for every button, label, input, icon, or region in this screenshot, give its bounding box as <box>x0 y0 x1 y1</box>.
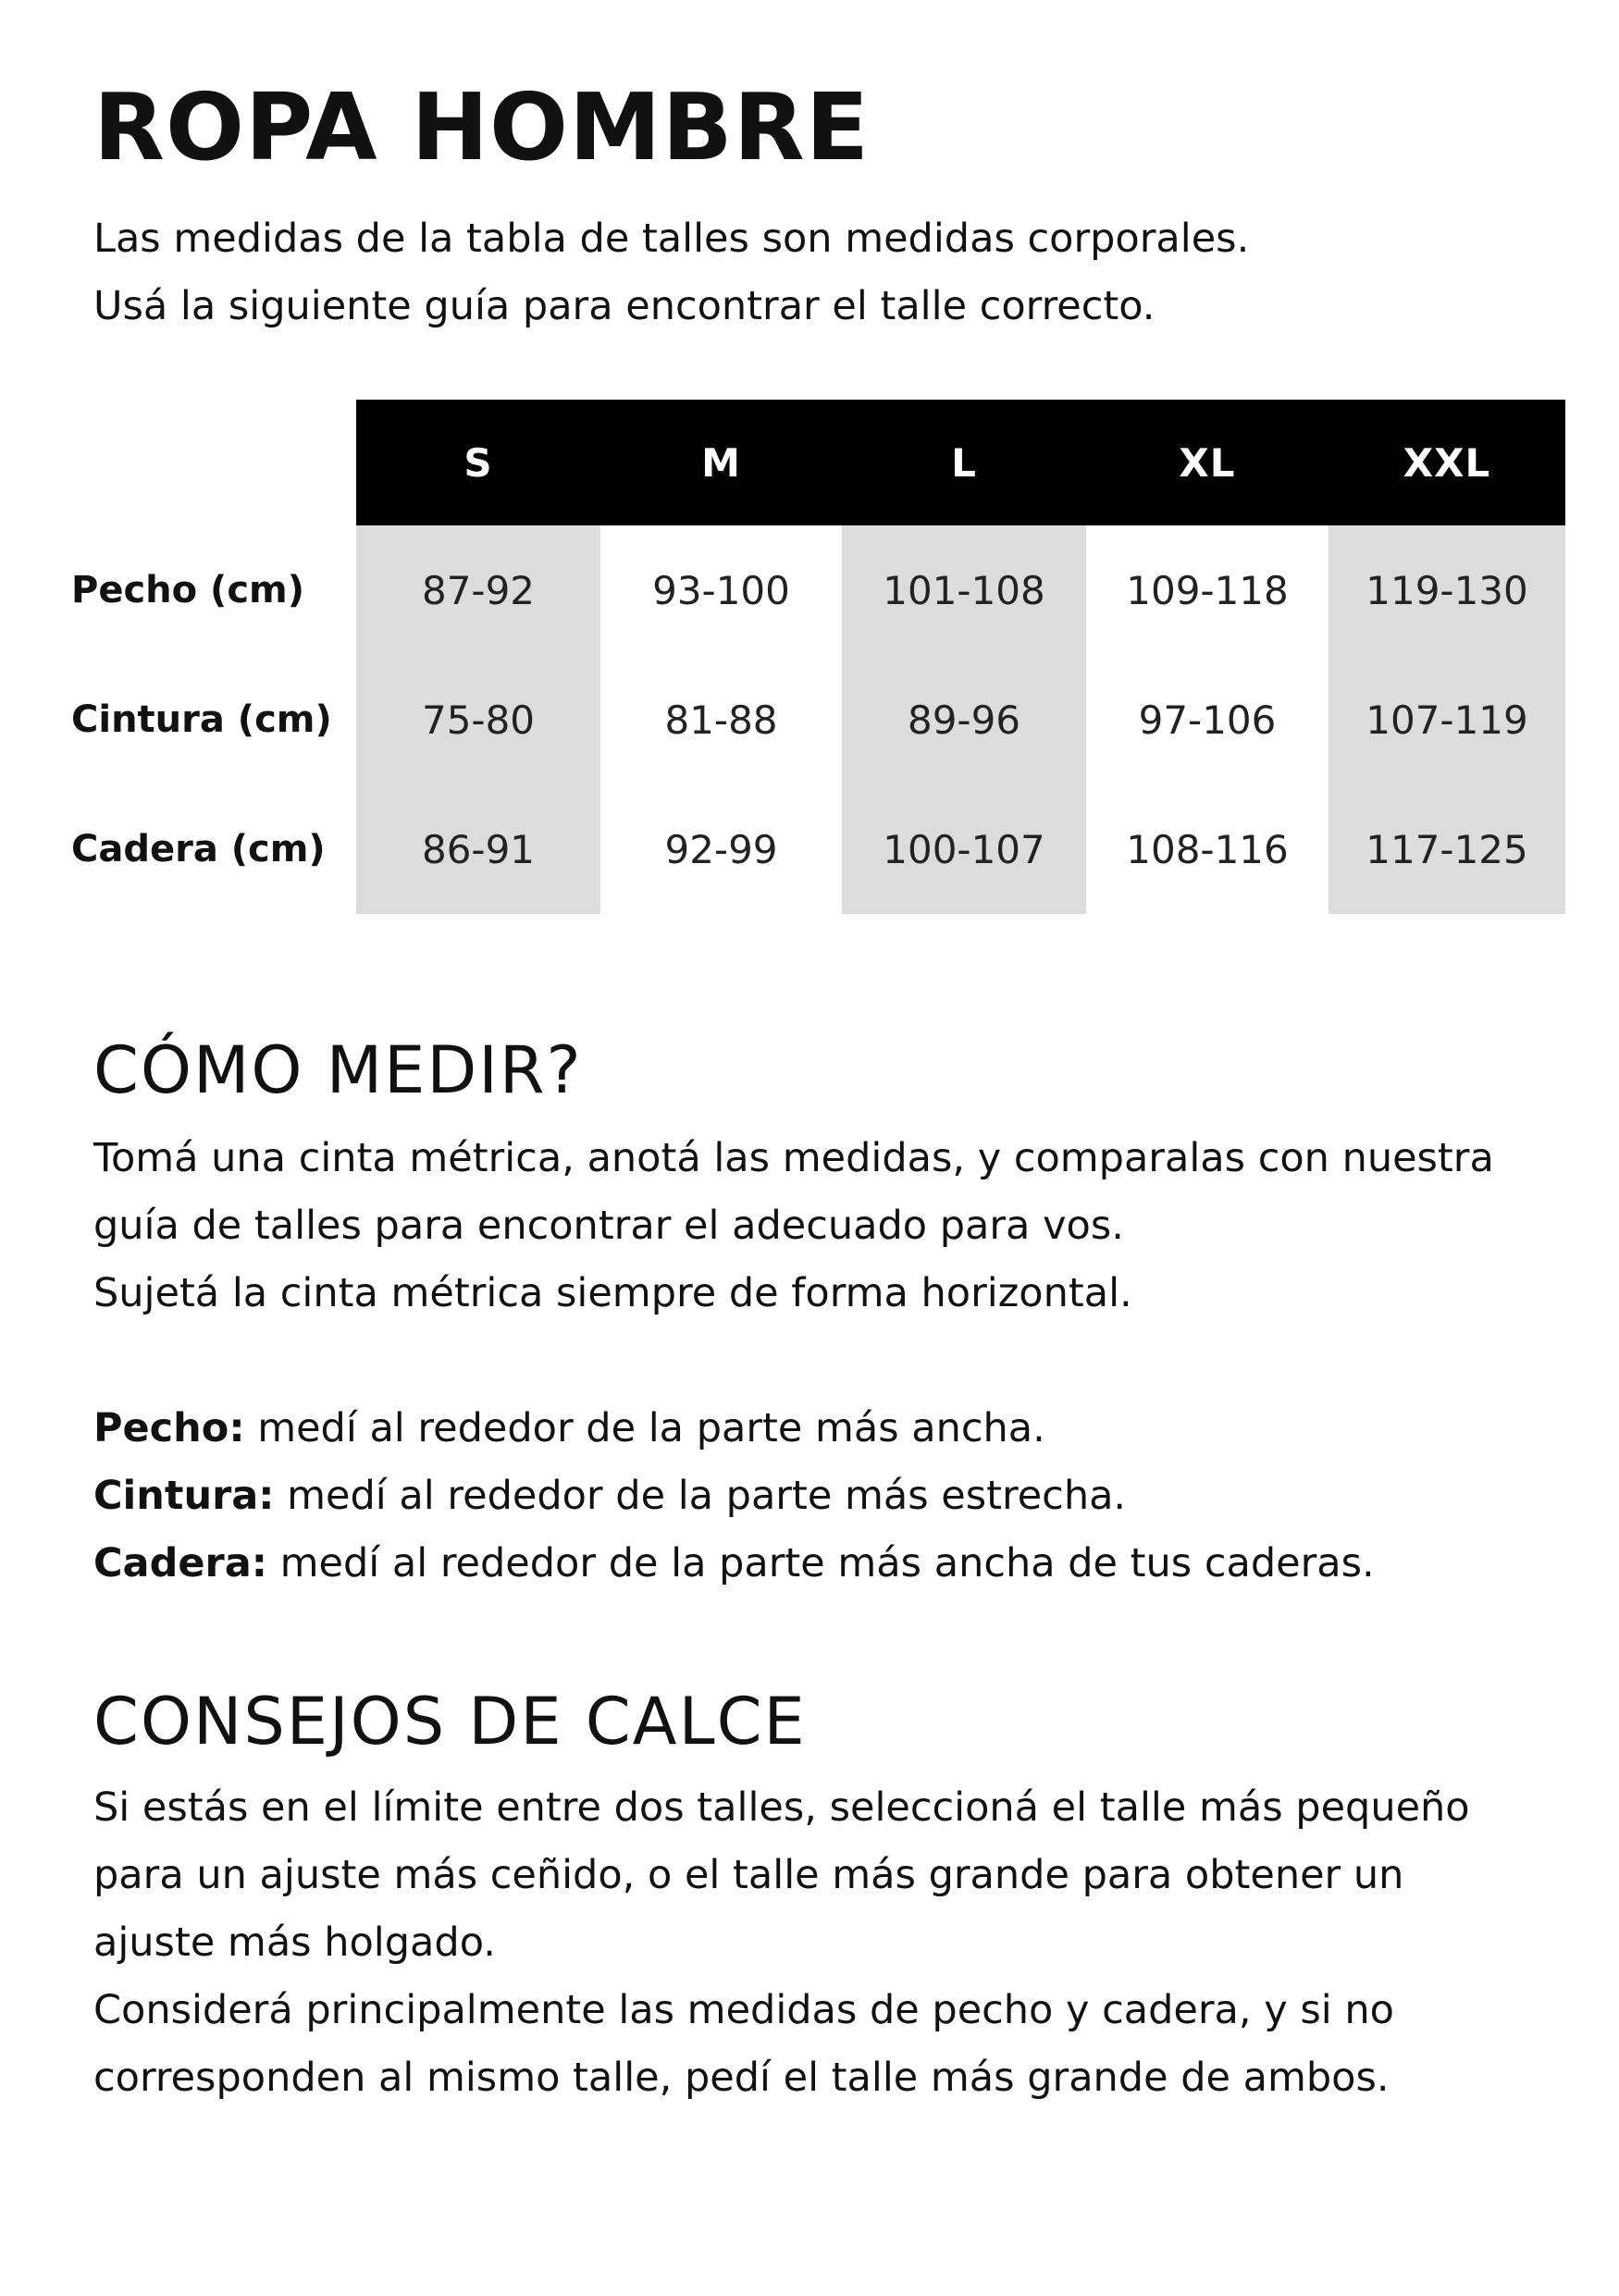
measure-item-pecho <box>93 1395 1574 1463</box>
table-cell: 107-119 <box>1366 697 1528 743</box>
how-to-measure-body <box>93 1125 1574 1598</box>
table-cell: 117-125 <box>1366 826 1528 872</box>
measure-text: medí al rededor de la parte más ancha de tus caderas. <box>266 1540 1375 1586</box>
measure-text: medí al rededor de la parte más ancha. <box>244 1405 1045 1451</box>
intro-line: Las medidas de la tabla de talles son medidas corporales. <box>93 216 1250 262</box>
measure-text: medí al rededor de la parte más estrecha. <box>274 1473 1127 1519</box>
fit-tips-body <box>93 1774 1574 2112</box>
size-header-l: L <box>842 400 1086 525</box>
size-table <box>0 400 1619 918</box>
paragraph-line: Tomá una cinta métrica, anotá las medidas, y comparalas con nuestra <box>93 1135 1494 1181</box>
table-cell: 108-116 <box>1126 826 1289 872</box>
table-cell: 100-107 <box>883 826 1045 872</box>
intro-text <box>93 205 1537 340</box>
table-cell: 109-118 <box>1126 567 1289 613</box>
intro-line: Usá la siguiente guía para encontrar el talle correcto. <box>93 283 1156 329</box>
table-cell: 89-96 <box>907 697 1021 743</box>
table-cell: 101-108 <box>883 567 1045 613</box>
table-cell: 75-80 <box>421 697 536 743</box>
table-cell: 93-100 <box>652 567 790 613</box>
row-label-cintura: Cintura (cm) <box>71 698 332 741</box>
page-title: ROPA HOMBRE <box>93 73 871 181</box>
paragraph-line: ajuste más holgado. <box>93 1920 496 1966</box>
spacer <box>93 1327 1574 1395</box>
size-header-s: S <box>356 400 600 525</box>
table-cell: 92-99 <box>664 826 778 872</box>
table-cell: 97-106 <box>1138 697 1277 743</box>
size-header-m: M <box>600 400 842 525</box>
measure-term: Cintura: <box>93 1473 275 1519</box>
how-to-measure-title: CÓMO MEDIR? <box>93 1032 583 1108</box>
paragraph-line: guía de talles para encontrar el adecuado para vos. <box>93 1203 1124 1249</box>
table-cell: 86-91 <box>421 826 536 872</box>
table-cell: 119-130 <box>1366 567 1528 613</box>
paragraph-line: Sujetá la cinta métrica siempre de forma horizontal. <box>93 1270 1132 1316</box>
measure-item-cintura <box>93 1463 1574 1530</box>
size-header-xl: XL <box>1086 400 1329 525</box>
measure-term: Pecho: <box>93 1405 245 1451</box>
fit-tips-title: CONSEJOS DE CALCE <box>93 1684 807 1759</box>
size-header-xxl: XXL <box>1329 400 1565 525</box>
paragraph-line: Si estás en el límite entre dos talles, seleccioná el talle más pequeño <box>93 1784 1470 1831</box>
table-cell: 81-88 <box>664 697 778 743</box>
measure-item-cadera <box>93 1530 1574 1598</box>
row-label-pecho: Pecho (cm) <box>71 569 304 611</box>
paragraph-line: para un ajuste más ceñido, o el talle más grande para obtener un <box>93 1852 1404 1898</box>
paragraph-line: Considerá principalmente las medidas de pecho y cadera, y si no <box>93 1987 1394 2033</box>
paragraph-line: corresponden al mismo talle, pedí el talle más grande de ambos. <box>93 2055 1390 2101</box>
row-label-cadera: Cadera (cm) <box>71 828 326 870</box>
table-cell: 87-92 <box>421 567 536 613</box>
measure-term: Cadera: <box>93 1540 267 1586</box>
